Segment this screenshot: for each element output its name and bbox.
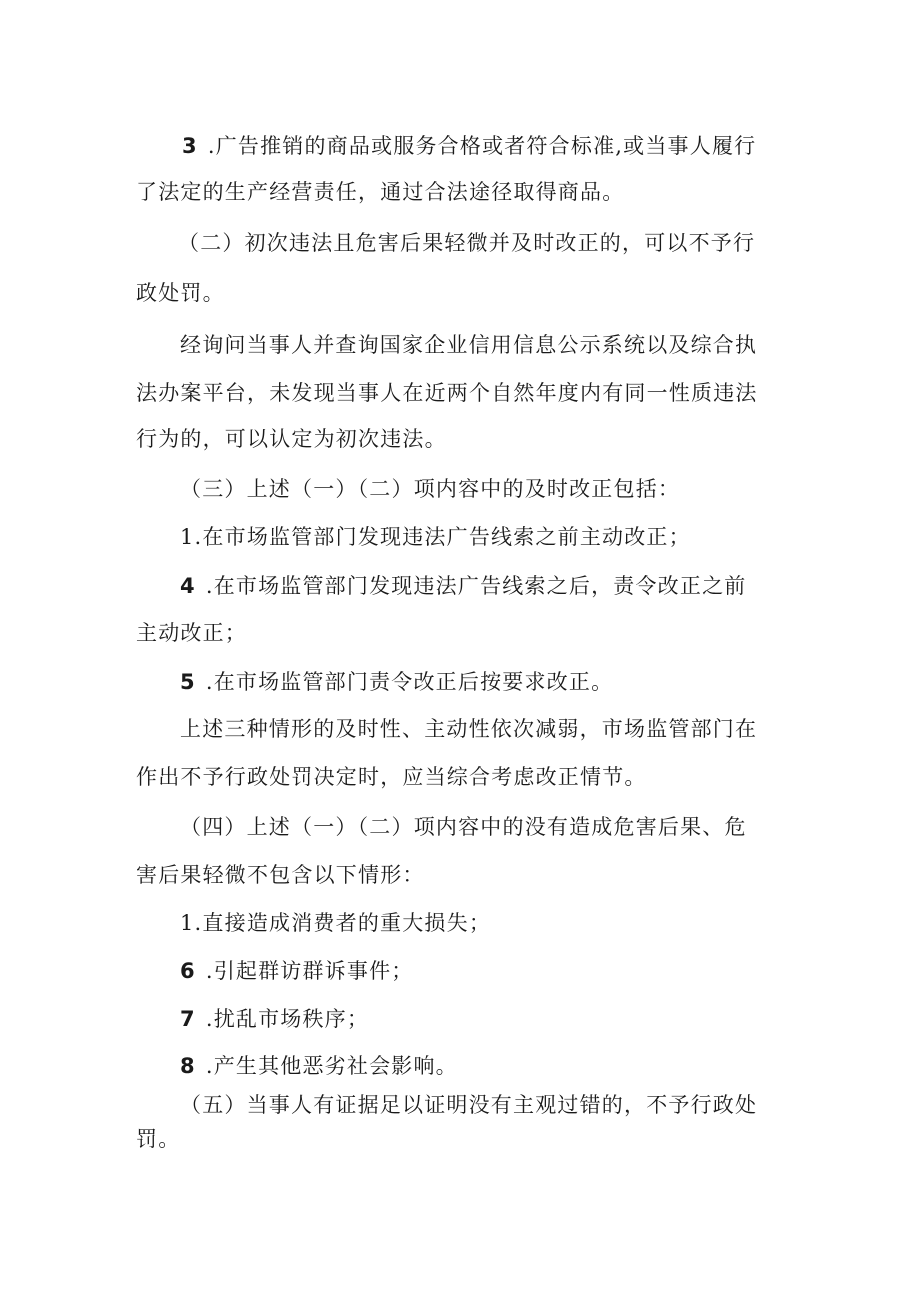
list-number: 6 [180, 959, 196, 983]
list-number: 8 [180, 1054, 196, 1078]
paragraph-text: .引起群访群诉事件； [205, 959, 414, 983]
paragraph-8-line-1: 上述三种情形的及时性、主动性依次减弱，市场监管部门在 [180, 717, 758, 741]
paragraph-1-line-1 [182, 131, 788, 161]
paragraph-9-line-1: （四）上述（一）（二）项内容中的没有造成危害后果、危 [180, 815, 747, 839]
paragraph-7 [180, 667, 613, 697]
list-number: 7 [180, 1007, 196, 1031]
paragraph-3-line-3: 行为的，可以认定为初次违法。 [136, 427, 447, 451]
paragraph-2-line-2: 政处罚。 [136, 281, 225, 305]
paragraph-14-line-2: 罚。 [136, 1127, 181, 1151]
paragraph-10: 1.直接造成消费者的重大损失； [180, 911, 492, 935]
paragraph-2-line-1: （二）初次违法且危害后果轻微并及时改正的，可以不予行 [178, 231, 756, 255]
paragraph-text: .广告推销的商品或服务合格或者符合标准,或当事人履行 [207, 134, 757, 158]
paragraph-6-line-2: 主动改正； [136, 621, 247, 645]
paragraph-8-line-2: 作出不予行政处罚决定时，应当综合考虑改正情节。 [136, 765, 647, 789]
paragraph-1-line-2: 了法定的生产经营责任，通过合法途径取得商品。 [136, 180, 625, 204]
paragraph-13 [180, 1051, 458, 1081]
paragraph-6-line-1 [180, 571, 747, 601]
paragraph-14-line-1: （五）当事人有证据足以证明没有主观过错的，不予行政处 [180, 1093, 758, 1117]
paragraph-3-line-1: 经询问当事人并查询国家企业信用信息公示系统以及综合执 [180, 333, 758, 357]
paragraph-9-line-2: 害后果轻微不包含以下情形： [136, 863, 425, 887]
list-number: 5 [180, 670, 196, 694]
list-number: 3 [182, 134, 198, 158]
paragraph-12 [180, 1004, 369, 1034]
paragraph-text: .在市场监管部门发现违法广告线索之后，责令改正之前 [205, 574, 747, 598]
paragraph-3-line-2: 法办案平台，未发现当事人在近两个自然年度内有同一性质违法 [136, 381, 758, 405]
list-number: 4 [180, 574, 196, 598]
paragraph-text: .扰乱市场秩序； [205, 1007, 370, 1031]
paragraph-5: 1.在市场监管部门发现违法广告线索之前主动改正； [180, 525, 691, 549]
paragraph-text: .在市场监管部门责令改正后按要求改正。 [205, 670, 614, 694]
paragraph-11 [180, 956, 414, 986]
paragraph-text: .产生其他恶劣社会影响。 [205, 1054, 458, 1078]
paragraph-4: （三）上述（一）（二）项内容中的及时改正包括： [180, 477, 681, 501]
